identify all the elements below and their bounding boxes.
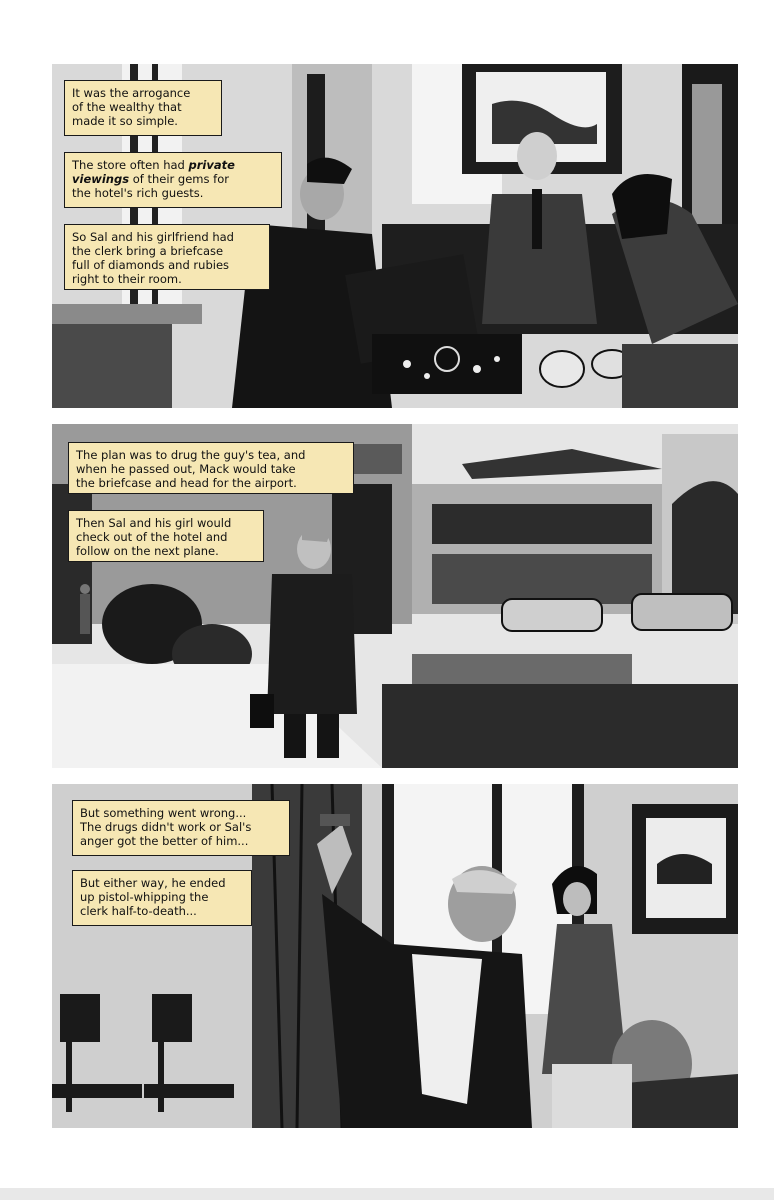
caption-box — [64, 152, 282, 208]
caption-box — [64, 224, 270, 290]
caption-text: The store often had — [72, 158, 189, 172]
caption-text: It was the arrogance of the wealthy that made it so simple. — [72, 86, 191, 128]
caption-text: So Sal and his girlfriend had the clerk bring a briefcase full of diamonds and rubies right to their room. — [72, 230, 234, 286]
caption-box — [72, 870, 252, 926]
caption-box — [64, 80, 222, 136]
panel-1-hotel-room — [52, 64, 738, 408]
caption-box — [72, 800, 290, 856]
caption-box — [68, 442, 354, 494]
caption-text: Then Sal and his girl would check out of the hotel and follow on the next plane. — [76, 516, 232, 558]
panel-2-hotel-exterior — [52, 424, 738, 768]
caption-emphasis: private viewings — [72, 158, 235, 186]
caption-text: But either way, he ended up pistol-whipping the clerk half-to-death... — [80, 876, 226, 918]
page-footer-strip — [0, 1188, 774, 1200]
caption-box — [68, 510, 264, 562]
caption-text: of their gems for the hotel's rich guests. — [72, 172, 229, 200]
caption-text: But something went wrong... The drugs didn't work or Sal's anger got the better of him... — [80, 806, 252, 848]
panel-3-assault — [52, 784, 738, 1128]
caption-text: The plan was to drug the guy's tea, and when he passed out, Mack would take the briefcase and head for the airport. — [76, 448, 306, 490]
